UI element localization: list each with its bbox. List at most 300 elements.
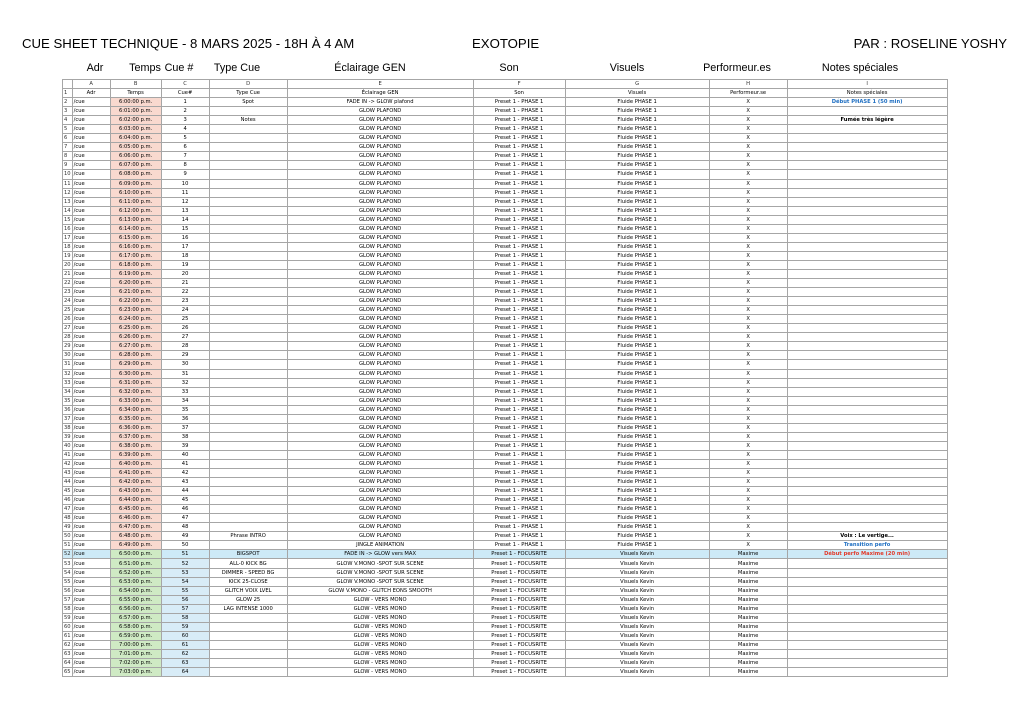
- time-cell[interactable]: 6:30:00 p.m.: [110, 369, 161, 378]
- header-cell[interactable]: Éclairage GEN: [287, 89, 473, 98]
- row-number[interactable]: 39: [64, 433, 71, 440]
- type-cue-cell[interactable]: [209, 378, 287, 387]
- lighting-cell[interactable]: GLOW PLAFOND: [287, 215, 473, 224]
- visuals-cell[interactable]: Visuels Kevin: [565, 577, 709, 586]
- row-number[interactable]: 25: [64, 307, 71, 314]
- cue-number-cell[interactable]: 31: [161, 369, 209, 378]
- column-letter[interactable]: G: [565, 80, 709, 89]
- cue-number-cell[interactable]: 11: [161, 188, 209, 197]
- lighting-cell[interactable]: GLOW PLAFOND: [287, 279, 473, 288]
- sound-cell[interactable]: Preset 1 - PHASE 1: [473, 432, 565, 441]
- visuals-cell[interactable]: Visuels Kevin: [565, 649, 709, 658]
- notes-cell[interactable]: [787, 342, 947, 351]
- notes-cell[interactable]: Fumée très légère: [787, 116, 947, 125]
- adr-cell[interactable]: /cue: [72, 143, 110, 152]
- cue-number-cell[interactable]: 49: [161, 532, 209, 541]
- lighting-cell[interactable]: GLOW PLAFOND: [287, 333, 473, 342]
- lighting-cell[interactable]: GLOW PLAFOND: [287, 134, 473, 143]
- visuals-cell[interactable]: Fluide PHASE 1: [565, 414, 709, 423]
- adr-cell[interactable]: /cue: [72, 432, 110, 441]
- lighting-cell[interactable]: GLOW PLAFOND: [287, 206, 473, 215]
- adr-cell[interactable]: /cue: [72, 469, 110, 478]
- time-cell[interactable]: 6:25:00 p.m.: [110, 324, 161, 333]
- row-number[interactable]: 62: [64, 641, 71, 648]
- visuals-cell[interactable]: Fluide PHASE 1: [565, 260, 709, 269]
- sound-cell[interactable]: Preset 1 - PHASE 1: [473, 197, 565, 206]
- sound-cell[interactable]: Preset 1 - PHASE 1: [473, 143, 565, 152]
- type-cue-cell[interactable]: [209, 251, 287, 260]
- cue-number-cell[interactable]: 32: [161, 378, 209, 387]
- notes-cell[interactable]: [787, 351, 947, 360]
- performer-cell[interactable]: X: [709, 107, 787, 116]
- performer-cell[interactable]: X: [709, 161, 787, 170]
- sound-cell[interactable]: Preset 1 - PHASE 1: [473, 215, 565, 224]
- performer-cell[interactable]: X: [709, 125, 787, 134]
- type-cue-cell[interactable]: [209, 351, 287, 360]
- sound-cell[interactable]: Preset 1 - PHASE 1: [473, 170, 565, 179]
- type-cue-cell[interactable]: [209, 505, 287, 514]
- adr-cell[interactable]: /cue: [72, 487, 110, 496]
- sound-cell[interactable]: Preset 1 - PHASE 1: [473, 351, 565, 360]
- type-cue-cell[interactable]: Notes: [209, 116, 287, 125]
- adr-cell[interactable]: /cue: [72, 568, 110, 577]
- row-number[interactable]: 65: [64, 669, 71, 676]
- time-cell[interactable]: 6:21:00 p.m.: [110, 288, 161, 297]
- cue-number-cell[interactable]: 50: [161, 541, 209, 550]
- performer-cell[interactable]: Maxime: [709, 568, 787, 577]
- cue-number-cell[interactable]: 42: [161, 469, 209, 478]
- performer-cell[interactable]: X: [709, 134, 787, 143]
- adr-cell[interactable]: /cue: [72, 450, 110, 459]
- adr-cell[interactable]: /cue: [72, 604, 110, 613]
- row-number[interactable]: 34: [64, 388, 71, 395]
- row-number[interactable]: 33: [64, 379, 71, 386]
- lighting-cell[interactable]: GLOW PLAFOND: [287, 423, 473, 432]
- row-number[interactable]: 60: [64, 623, 71, 630]
- adr-cell[interactable]: /cue: [72, 387, 110, 396]
- time-cell[interactable]: 6:40:00 p.m.: [110, 459, 161, 468]
- notes-cell[interactable]: [787, 215, 947, 224]
- lighting-cell[interactable]: GLOW PLAFOND: [287, 242, 473, 251]
- performer-cell[interactable]: X: [709, 441, 787, 450]
- performer-cell[interactable]: Maxime: [709, 649, 787, 658]
- row-number[interactable]: 23: [64, 289, 71, 296]
- time-cell[interactable]: 6:28:00 p.m.: [110, 351, 161, 360]
- performer-cell[interactable]: X: [709, 197, 787, 206]
- lighting-cell[interactable]: GLOW PLAFOND: [287, 478, 473, 487]
- performer-cell[interactable]: Maxime: [709, 640, 787, 649]
- performer-cell[interactable]: X: [709, 469, 787, 478]
- performer-cell[interactable]: X: [709, 306, 787, 315]
- cue-number-cell[interactable]: 52: [161, 559, 209, 568]
- adr-cell[interactable]: /cue: [72, 242, 110, 251]
- visuals-cell[interactable]: Fluide PHASE 1: [565, 396, 709, 405]
- column-letter[interactable]: H: [709, 80, 787, 89]
- notes-cell[interactable]: [787, 179, 947, 188]
- visuals-cell[interactable]: Fluide PHASE 1: [565, 161, 709, 170]
- type-cue-cell[interactable]: [209, 233, 287, 242]
- cue-number-cell[interactable]: 28: [161, 342, 209, 351]
- visuals-cell[interactable]: Fluide PHASE 1: [565, 378, 709, 387]
- performer-cell[interactable]: Maxime: [709, 550, 787, 559]
- performer-cell[interactable]: X: [709, 378, 787, 387]
- time-cell[interactable]: 6:49:00 p.m.: [110, 541, 161, 550]
- notes-cell[interactable]: [787, 604, 947, 613]
- time-cell[interactable]: 6:56:00 p.m.: [110, 604, 161, 613]
- performer-cell[interactable]: Maxime: [709, 559, 787, 568]
- adr-cell[interactable]: /cue: [72, 297, 110, 306]
- notes-cell[interactable]: [787, 586, 947, 595]
- type-cue-cell[interactable]: [209, 405, 287, 414]
- row-number[interactable]: 21: [64, 271, 71, 277]
- type-cue-cell[interactable]: [209, 197, 287, 206]
- lighting-cell[interactable]: GLOW - VERS MONO: [287, 604, 473, 613]
- time-cell[interactable]: 6:54:00 p.m.: [110, 586, 161, 595]
- visuals-cell[interactable]: Fluide PHASE 1: [565, 505, 709, 514]
- type-cue-cell[interactable]: [209, 224, 287, 233]
- performer-cell[interactable]: X: [709, 487, 787, 496]
- row-number[interactable]: 55: [64, 578, 71, 585]
- performer-cell[interactable]: X: [709, 523, 787, 532]
- lighting-cell[interactable]: GLOW PLAFOND: [287, 116, 473, 125]
- notes-cell[interactable]: [787, 269, 947, 278]
- visuals-cell[interactable]: Fluide PHASE 1: [565, 315, 709, 324]
- performer-cell[interactable]: X: [709, 423, 787, 432]
- column-letter[interactable]: I: [787, 80, 947, 89]
- lighting-cell[interactable]: GLOW PLAFOND: [287, 369, 473, 378]
- lighting-cell[interactable]: GLOW V.MONO -SPOT SUR SCENE: [287, 559, 473, 568]
- adr-cell[interactable]: /cue: [72, 170, 110, 179]
- visuals-cell[interactable]: Fluide PHASE 1: [565, 107, 709, 116]
- sound-cell[interactable]: Preset 1 - FOCUSRITE: [473, 613, 565, 622]
- visuals-cell[interactable]: Fluide PHASE 1: [565, 233, 709, 242]
- lighting-cell[interactable]: GLOW PLAFOND: [287, 315, 473, 324]
- performer-cell[interactable]: X: [709, 414, 787, 423]
- lighting-cell[interactable]: GLOW PLAFOND: [287, 324, 473, 333]
- type-cue-cell[interactable]: [209, 622, 287, 631]
- notes-cell[interactable]: [787, 595, 947, 604]
- sound-cell[interactable]: Preset 1 - PHASE 1: [473, 306, 565, 315]
- type-cue-cell[interactable]: [209, 315, 287, 324]
- time-cell[interactable]: 6:07:00 p.m.: [110, 161, 161, 170]
- notes-cell[interactable]: [787, 170, 947, 179]
- type-cue-cell[interactable]: [209, 487, 287, 496]
- sound-cell[interactable]: Preset 1 - FOCUSRITE: [473, 595, 565, 604]
- type-cue-cell[interactable]: [209, 279, 287, 288]
- sound-cell[interactable]: Preset 1 - PHASE 1: [473, 487, 565, 496]
- performer-cell[interactable]: X: [709, 297, 787, 306]
- performer-cell[interactable]: Maxime: [709, 604, 787, 613]
- notes-cell[interactable]: [787, 161, 947, 170]
- lighting-cell[interactable]: GLOW PLAFOND: [287, 469, 473, 478]
- time-cell[interactable]: 6:06:00 p.m.: [110, 152, 161, 161]
- notes-cell[interactable]: Transition perfo: [787, 541, 947, 550]
- sound-cell[interactable]: Preset 1 - PHASE 1: [473, 396, 565, 405]
- performer-cell[interactable]: X: [709, 532, 787, 541]
- performer-cell[interactable]: X: [709, 224, 787, 233]
- performer-cell[interactable]: X: [709, 505, 787, 514]
- row-number[interactable]: 41: [64, 451, 71, 458]
- time-cell[interactable]: 6:26:00 p.m.: [110, 333, 161, 342]
- adr-cell[interactable]: /cue: [72, 224, 110, 233]
- type-cue-cell[interactable]: Phrase INTRO: [209, 532, 287, 541]
- visuals-cell[interactable]: Fluide PHASE 1: [565, 152, 709, 161]
- visuals-cell[interactable]: Fluide PHASE 1: [565, 324, 709, 333]
- notes-cell[interactable]: [787, 613, 947, 622]
- lighting-cell[interactable]: GLOW - VERS MONO: [287, 613, 473, 622]
- adr-cell[interactable]: /cue: [72, 396, 110, 405]
- visuals-cell[interactable]: Fluide PHASE 1: [565, 523, 709, 532]
- cue-number-cell[interactable]: 63: [161, 659, 209, 668]
- sound-cell[interactable]: Preset 1 - PHASE 1: [473, 541, 565, 550]
- notes-cell[interactable]: [787, 233, 947, 242]
- header-cell[interactable]: Type Cue: [209, 89, 287, 98]
- column-letter[interactable]: D: [209, 80, 287, 89]
- cue-number-cell[interactable]: 25: [161, 315, 209, 324]
- performer-cell[interactable]: X: [709, 459, 787, 468]
- type-cue-cell[interactable]: [209, 161, 287, 170]
- cue-number-cell[interactable]: 48: [161, 523, 209, 532]
- type-cue-cell[interactable]: [209, 396, 287, 405]
- sound-cell[interactable]: Preset 1 - PHASE 1: [473, 260, 565, 269]
- notes-cell[interactable]: [787, 107, 947, 116]
- time-cell[interactable]: 6:53:00 p.m.: [110, 577, 161, 586]
- cue-number-cell[interactable]: 8: [161, 161, 209, 170]
- visuals-cell[interactable]: Fluide PHASE 1: [565, 206, 709, 215]
- performer-cell[interactable]: X: [709, 206, 787, 215]
- visuals-cell[interactable]: Fluide PHASE 1: [565, 541, 709, 550]
- adr-cell[interactable]: /cue: [72, 405, 110, 414]
- notes-cell[interactable]: Voix : Le vertige...: [787, 532, 947, 541]
- performer-cell[interactable]: X: [709, 242, 787, 251]
- visuals-cell[interactable]: Visuels Kevin: [565, 613, 709, 622]
- sound-cell[interactable]: Preset 1 - PHASE 1: [473, 496, 565, 505]
- adr-cell[interactable]: /cue: [72, 206, 110, 215]
- cue-number-cell[interactable]: 44: [161, 487, 209, 496]
- adr-cell[interactable]: /cue: [72, 586, 110, 595]
- visuals-cell[interactable]: Fluide PHASE 1: [565, 143, 709, 152]
- performer-cell[interactable]: X: [709, 215, 787, 224]
- visuals-cell[interactable]: Visuels Kevin: [565, 640, 709, 649]
- notes-cell[interactable]: [787, 414, 947, 423]
- time-cell[interactable]: 6:05:00 p.m.: [110, 143, 161, 152]
- time-cell[interactable]: 6:11:00 p.m.: [110, 197, 161, 206]
- row-number[interactable]: 26: [64, 316, 71, 323]
- time-cell[interactable]: 6:37:00 p.m.: [110, 432, 161, 441]
- performer-cell[interactable]: X: [709, 405, 787, 414]
- notes-cell[interactable]: [787, 450, 947, 459]
- visuals-cell[interactable]: Fluide PHASE 1: [565, 369, 709, 378]
- time-cell[interactable]: 6:34:00 p.m.: [110, 405, 161, 414]
- cue-number-cell[interactable]: 27: [161, 333, 209, 342]
- time-cell[interactable]: 7:01:00 p.m.: [110, 649, 161, 658]
- row-number[interactable]: 45: [64, 488, 71, 495]
- row-number[interactable]: 53: [64, 560, 71, 567]
- time-cell[interactable]: 7:00:00 p.m.: [110, 640, 161, 649]
- cue-number-cell[interactable]: 16: [161, 233, 209, 242]
- sound-cell[interactable]: Preset 1 - PHASE 1: [473, 134, 565, 143]
- type-cue-cell[interactable]: [209, 143, 287, 152]
- cue-number-cell[interactable]: 57: [161, 604, 209, 613]
- cue-number-cell[interactable]: 20: [161, 269, 209, 278]
- type-cue-cell[interactable]: [209, 523, 287, 532]
- visuals-cell[interactable]: Visuels Kevin: [565, 668, 709, 677]
- time-cell[interactable]: 6:41:00 p.m.: [110, 469, 161, 478]
- type-cue-cell[interactable]: DIMMER - SPEED BG: [209, 568, 287, 577]
- visuals-cell[interactable]: Fluide PHASE 1: [565, 469, 709, 478]
- sound-cell[interactable]: Preset 1 - PHASE 1: [473, 459, 565, 468]
- lighting-cell[interactable]: GLOW - VERS MONO: [287, 622, 473, 631]
- lighting-cell[interactable]: GLOW - VERS MONO: [287, 640, 473, 649]
- lighting-cell[interactable]: GLOW - VERS MONO: [287, 668, 473, 677]
- time-cell[interactable]: 6:45:00 p.m.: [110, 505, 161, 514]
- lighting-cell[interactable]: GLOW PLAFOND: [287, 197, 473, 206]
- visuals-cell[interactable]: Visuels Kevin: [565, 559, 709, 568]
- notes-cell[interactable]: [787, 134, 947, 143]
- adr-cell[interactable]: /cue: [72, 559, 110, 568]
- adr-cell[interactable]: /cue: [72, 640, 110, 649]
- performer-cell[interactable]: X: [709, 98, 787, 107]
- corner-cell[interactable]: [63, 80, 73, 89]
- cue-number-cell[interactable]: 45: [161, 496, 209, 505]
- visuals-cell[interactable]: Fluide PHASE 1: [565, 179, 709, 188]
- row-number[interactable]: 42: [64, 460, 71, 467]
- type-cue-cell[interactable]: [209, 423, 287, 432]
- row-number[interactable]: 19: [64, 252, 71, 259]
- visuals-cell[interactable]: Fluide PHASE 1: [565, 351, 709, 360]
- adr-cell[interactable]: /cue: [72, 423, 110, 432]
- performer-cell[interactable]: X: [709, 432, 787, 441]
- visuals-cell[interactable]: Visuels Kevin: [565, 568, 709, 577]
- time-cell[interactable]: 6:24:00 p.m.: [110, 315, 161, 324]
- performer-cell[interactable]: X: [709, 324, 787, 333]
- performer-cell[interactable]: X: [709, 288, 787, 297]
- notes-cell[interactable]: [787, 568, 947, 577]
- time-cell[interactable]: 6:52:00 p.m.: [110, 568, 161, 577]
- row-number[interactable]: 52: [64, 551, 71, 558]
- lighting-cell[interactable]: GLOW PLAFOND: [287, 269, 473, 278]
- lighting-cell[interactable]: GLOW PLAFOND: [287, 224, 473, 233]
- sound-cell[interactable]: Preset 1 - PHASE 1: [473, 378, 565, 387]
- visuals-cell[interactable]: Fluide PHASE 1: [565, 98, 709, 107]
- sound-cell[interactable]: Preset 1 - FOCUSRITE: [473, 586, 565, 595]
- lighting-cell[interactable]: GLOW V.MONO -SPOT SUR SCENE: [287, 568, 473, 577]
- type-cue-cell[interactable]: KICK 25-CLOSE: [209, 577, 287, 586]
- row-number[interactable]: 57: [64, 596, 71, 603]
- cue-number-cell[interactable]: 40: [161, 450, 209, 459]
- sound-cell[interactable]: Preset 1 - FOCUSRITE: [473, 649, 565, 658]
- sound-cell[interactable]: Preset 1 - FOCUSRITE: [473, 659, 565, 668]
- sound-cell[interactable]: Preset 1 - PHASE 1: [473, 523, 565, 532]
- performer-cell[interactable]: X: [709, 143, 787, 152]
- adr-cell[interactable]: /cue: [72, 649, 110, 658]
- visuals-cell[interactable]: Visuels Kevin: [565, 659, 709, 668]
- notes-cell[interactable]: [787, 197, 947, 206]
- visuals-cell[interactable]: Fluide PHASE 1: [565, 116, 709, 125]
- row-number[interactable]: 56: [64, 587, 71, 594]
- performer-cell[interactable]: Maxime: [709, 622, 787, 631]
- visuals-cell[interactable]: Fluide PHASE 1: [565, 360, 709, 369]
- cue-number-cell[interactable]: 6: [161, 143, 209, 152]
- adr-cell[interactable]: /cue: [72, 523, 110, 532]
- time-cell[interactable]: 6:19:00 p.m.: [110, 269, 161, 278]
- adr-cell[interactable]: /cue: [72, 333, 110, 342]
- row-number[interactable]: 8: [63, 152, 73, 161]
- time-cell[interactable]: 6:02:00 p.m.: [110, 116, 161, 125]
- adr-cell[interactable]: /cue: [72, 215, 110, 224]
- visuals-cell[interactable]: Fluide PHASE 1: [565, 514, 709, 523]
- visuals-cell[interactable]: Fluide PHASE 1: [565, 478, 709, 487]
- time-cell[interactable]: 6:48:00 p.m.: [110, 532, 161, 541]
- sound-cell[interactable]: Preset 1 - PHASE 1: [473, 206, 565, 215]
- performer-cell[interactable]: X: [709, 541, 787, 550]
- type-cue-cell[interactable]: [209, 478, 287, 487]
- visuals-cell[interactable]: Fluide PHASE 1: [565, 441, 709, 450]
- adr-cell[interactable]: /cue: [72, 342, 110, 351]
- time-cell[interactable]: 6:09:00 p.m.: [110, 179, 161, 188]
- sound-cell[interactable]: Preset 1 - PHASE 1: [473, 360, 565, 369]
- row-number[interactable]: 54: [64, 569, 71, 576]
- lighting-cell[interactable]: GLOW PLAFOND: [287, 514, 473, 523]
- row-number[interactable]: 15: [64, 216, 71, 223]
- row-number[interactable]: 44: [64, 479, 71, 486]
- row-number[interactable]: 9: [63, 161, 73, 170]
- adr-cell[interactable]: /cue: [72, 288, 110, 297]
- sound-cell[interactable]: Preset 1 - PHASE 1: [473, 469, 565, 478]
- lighting-cell[interactable]: GLOW PLAFOND: [287, 487, 473, 496]
- visuals-cell[interactable]: Fluide PHASE 1: [565, 224, 709, 233]
- row-number[interactable]: 12: [64, 189, 71, 196]
- sound-cell[interactable]: Preset 1 - PHASE 1: [473, 342, 565, 351]
- column-letter[interactable]: B: [110, 80, 161, 89]
- performer-cell[interactable]: X: [709, 233, 787, 242]
- visuals-cell[interactable]: Fluide PHASE 1: [565, 387, 709, 396]
- time-cell[interactable]: 6:10:00 p.m.: [110, 188, 161, 197]
- sound-cell[interactable]: Preset 1 - PHASE 1: [473, 369, 565, 378]
- cue-number-cell[interactable]: 41: [161, 459, 209, 468]
- notes-cell[interactable]: [787, 505, 947, 514]
- type-cue-cell[interactable]: [209, 288, 287, 297]
- sound-cell[interactable]: Preset 1 - FOCUSRITE: [473, 640, 565, 649]
- row-number[interactable]: 10: [64, 171, 71, 178]
- sound-cell[interactable]: Preset 1 - PHASE 1: [473, 107, 565, 116]
- row-number[interactable]: 16: [64, 225, 71, 232]
- notes-cell[interactable]: [787, 297, 947, 306]
- row-number[interactable]: 6: [63, 134, 73, 143]
- type-cue-cell[interactable]: [209, 242, 287, 251]
- time-cell[interactable]: 6:46:00 p.m.: [110, 514, 161, 523]
- time-cell[interactable]: 6:51:00 p.m.: [110, 559, 161, 568]
- visuals-cell[interactable]: Fluide PHASE 1: [565, 496, 709, 505]
- performer-cell[interactable]: X: [709, 170, 787, 179]
- visuals-cell[interactable]: Fluide PHASE 1: [565, 242, 709, 251]
- adr-cell[interactable]: /cue: [72, 197, 110, 206]
- notes-cell[interactable]: [787, 315, 947, 324]
- visuals-cell[interactable]: Visuels Kevin: [565, 622, 709, 631]
- visuals-cell[interactable]: Fluide PHASE 1: [565, 306, 709, 315]
- time-cell[interactable]: 7:02:00 p.m.: [110, 659, 161, 668]
- time-cell[interactable]: 6:16:00 p.m.: [110, 242, 161, 251]
- type-cue-cell[interactable]: [209, 414, 287, 423]
- notes-cell[interactable]: [787, 496, 947, 505]
- row-number[interactable]: 20: [64, 261, 71, 268]
- row-number[interactable]: 11: [64, 180, 71, 187]
- cue-number-cell[interactable]: 19: [161, 260, 209, 269]
- notes-cell[interactable]: [787, 514, 947, 523]
- type-cue-cell[interactable]: [209, 188, 287, 197]
- lighting-cell[interactable]: GLOW PLAFOND: [287, 306, 473, 315]
- adr-cell[interactable]: /cue: [72, 595, 110, 604]
